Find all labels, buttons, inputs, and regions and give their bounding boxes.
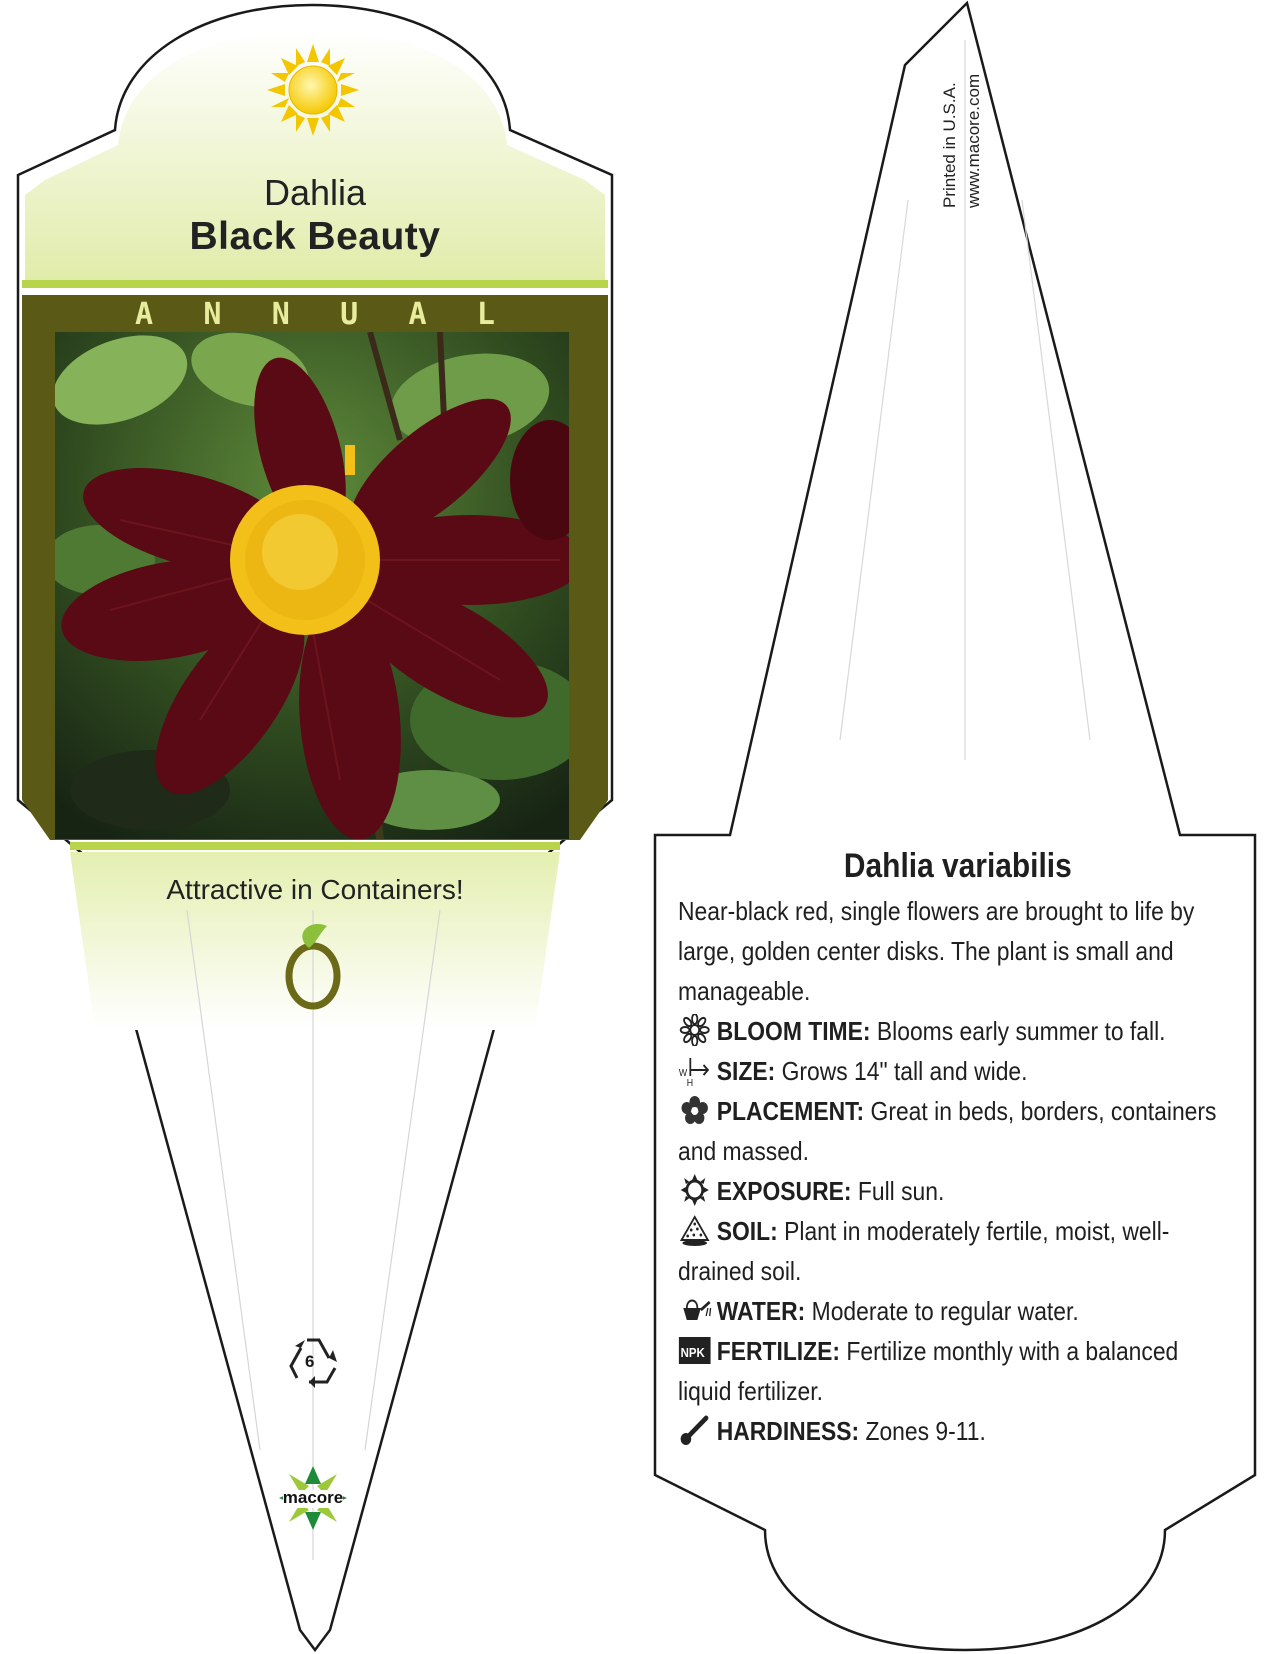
watering-can-icon bbox=[678, 1294, 711, 1326]
care-text: Plant in moderately fertile, moist, well-drained soil. bbox=[678, 1216, 1170, 1286]
flower-icon bbox=[678, 1014, 711, 1046]
care-label: HARDINESS: bbox=[716, 1416, 860, 1446]
care-row-fertilize bbox=[678, 1331, 1238, 1411]
botanical-name: Dahlia variabilis bbox=[843, 847, 1072, 885]
care-text: Zones 9-11. bbox=[865, 1416, 986, 1446]
care-row-bloom-time bbox=[678, 1011, 1238, 1051]
care-label: WATER: bbox=[716, 1296, 806, 1326]
care-text: Grows 14" tall and wide. bbox=[781, 1056, 1028, 1086]
care-text: Great in beds, borders, containers and massed. bbox=[678, 1096, 1217, 1166]
photo-frame-lower-rule bbox=[70, 842, 560, 850]
category-letter: N bbox=[203, 297, 222, 332]
printed-in-label: Printed in U.S.A. bbox=[940, 82, 959, 208]
category-letter: A bbox=[135, 297, 154, 332]
variety-name: Black Beauty bbox=[189, 215, 441, 258]
thermometer-icon bbox=[678, 1414, 711, 1446]
category-letter: L bbox=[476, 297, 495, 332]
care-row-exposure bbox=[678, 1171, 1238, 1211]
care-text: Full sun. bbox=[857, 1176, 945, 1206]
common-name: Dahlia bbox=[263, 172, 367, 213]
care-row-size bbox=[678, 1051, 1238, 1091]
care-text: Blooms early summer to fall. bbox=[876, 1016, 1166, 1046]
care-label: BLOOM TIME: bbox=[716, 1016, 871, 1046]
soil-icon bbox=[678, 1214, 711, 1246]
plant-description: Near-black red, single flowers are brought to life by large, golden center disks. The plant is small and manageable. bbox=[678, 896, 1195, 1006]
care-row-hardiness bbox=[678, 1411, 1238, 1451]
npk-icon bbox=[678, 1334, 711, 1366]
care-label: PLACEMENT: bbox=[716, 1096, 865, 1126]
care-row-water bbox=[678, 1291, 1238, 1331]
tagline: Attractive in Containers! bbox=[166, 874, 464, 905]
category-label bbox=[135, 297, 495, 332]
size-icon bbox=[678, 1054, 711, 1086]
care-label: EXPOSURE: bbox=[716, 1176, 852, 1206]
care-row-placement bbox=[678, 1091, 1238, 1171]
size-icon-w: W bbox=[678, 1066, 688, 1079]
front-header-rule bbox=[22, 280, 608, 288]
care-label: SOIL: bbox=[716, 1216, 778, 1246]
category-letter: U bbox=[340, 297, 359, 332]
website-label: www.macore.com bbox=[964, 73, 983, 208]
care-text: Fertilize monthly with a balanced liquid fertilizer. bbox=[678, 1336, 1179, 1406]
flower-photo bbox=[41, 318, 590, 843]
care-label: SIZE: bbox=[716, 1056, 776, 1086]
npk-text: NPK bbox=[680, 1345, 705, 1361]
recycle-code: 6 bbox=[305, 1352, 315, 1371]
sun-icon bbox=[678, 1174, 711, 1206]
care-text: Moderate to regular water. bbox=[811, 1296, 1079, 1326]
category-letter: A bbox=[408, 297, 427, 332]
brand-name: macore bbox=[282, 1488, 344, 1507]
care-row-soil bbox=[678, 1211, 1238, 1291]
category-letter: N bbox=[271, 297, 290, 332]
size-icon-h: H bbox=[686, 1076, 694, 1086]
care-label: FERTILIZE: bbox=[716, 1336, 841, 1366]
care-info-block bbox=[678, 845, 1217, 1451]
placement-icon bbox=[678, 1094, 711, 1126]
